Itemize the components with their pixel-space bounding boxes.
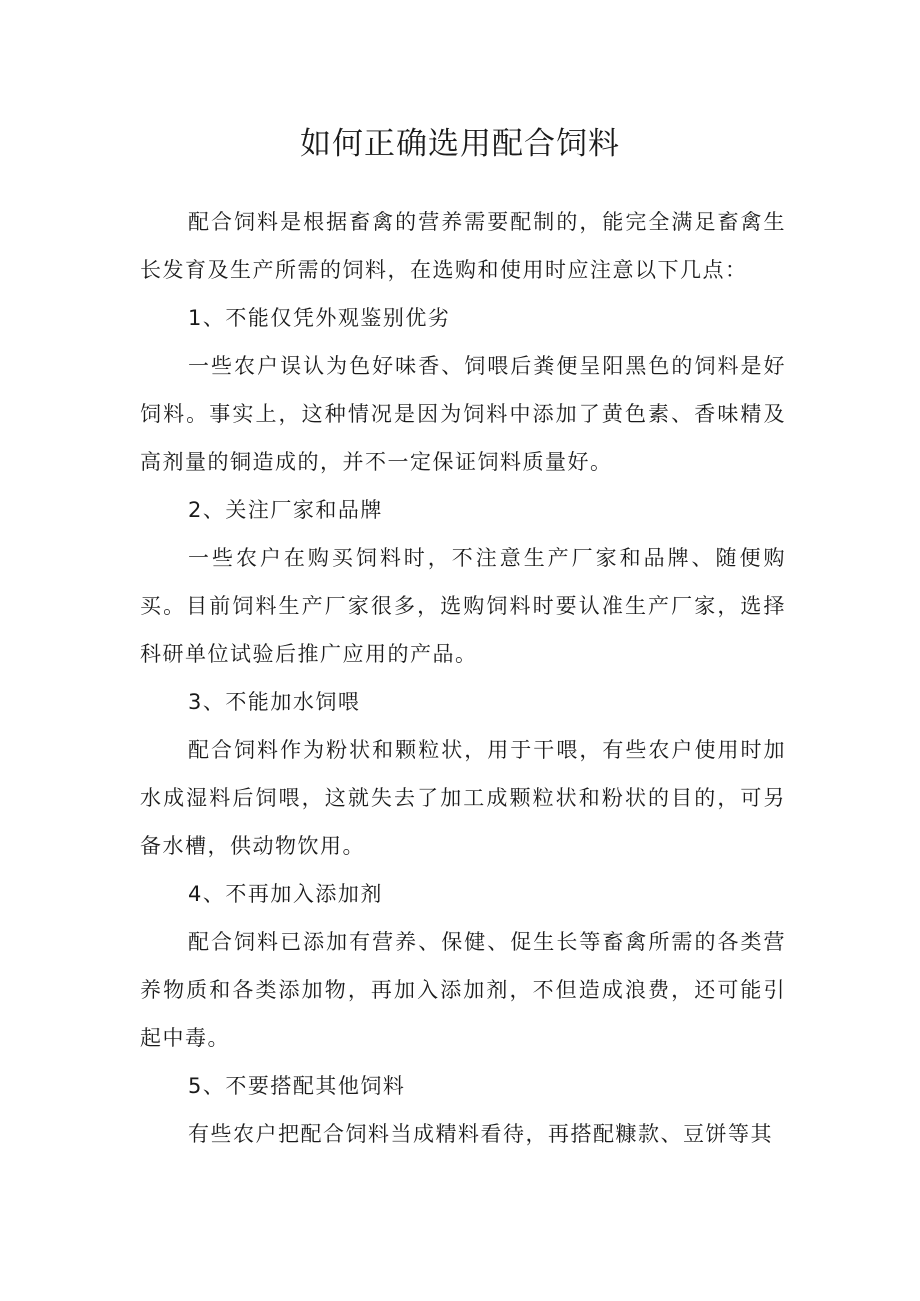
section-paragraph-5: 有些农户把配合饲料当成精料看待，再搭配糠款、豆饼等其 [188, 1122, 773, 1146]
section-paragraph-3: 配合饲料作为粉状和颗粒状，用于干喂，有些农户使用时加水成湿料后饲喂，这就失去了加工成颗粒状和粉状的目的，可另备水槽，供动物饮用。 [140, 738, 786, 858]
section-paragraph-2: 一些农户在购买饲料时，不注意生产厂家和品牌、随便购买。目前饲料生产厂家很多，选购饲料时要认准生产厂家，选择科研单位试验后推广应用的产品。 [140, 546, 786, 666]
section-paragraph-1: 一些农户误认为色好味香、饲喂后粪便呈阳黑色的饲料是好饲料。事实上，这种情况是因为饲料中添加了黄色素、香味精及高剂量的铜造成的，并不一定保证饲料质量好。 [140, 354, 786, 474]
section-heading-3: 3、不能加水饲喂 [188, 690, 361, 714]
section-heading-5: 5、不要搭配其他饲料 [188, 1074, 406, 1098]
section-heading-1: 1、不能仅凭外观鉴别优劣 [188, 306, 451, 330]
section-paragraph-4: 配合饲料已添加有营养、保健、促生长等畜禽所需的各类营养物质和各类添加物，再加入添加剂，不但造成浪费，还可能引起中毒。 [140, 930, 786, 1050]
document-body [140, 198, 786, 1158]
section-heading-2: 2、关注厂家和品牌 [188, 498, 383, 522]
intro-paragraph: 配合饲料是根据畜禽的营养需要配制的，能完全满足畜禽生长发育及生产所需的饲料，在选购和使用时应注意以下几点： [140, 210, 786, 282]
section-heading-4: 4、不再加入添加剂 [188, 882, 383, 906]
document-title: 如何正确选用配合饲料 [300, 126, 620, 162]
